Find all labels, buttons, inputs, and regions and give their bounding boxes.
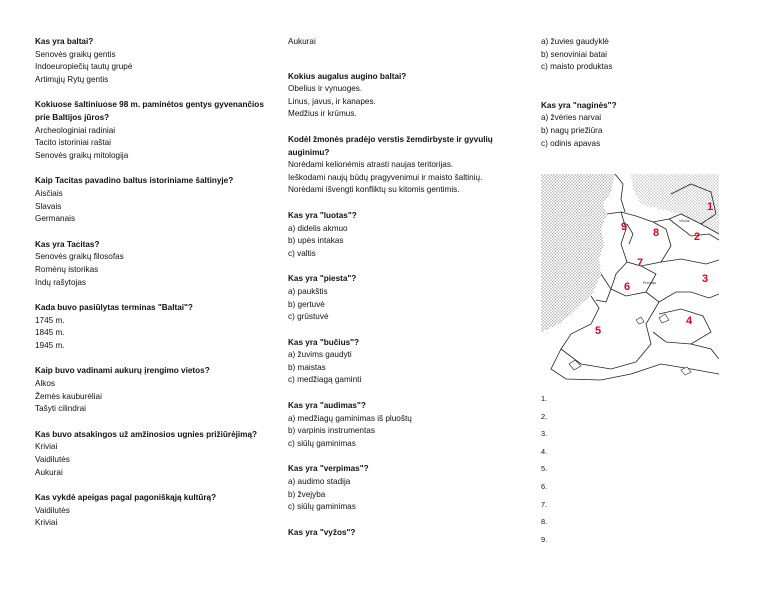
answer-option: a) medžiagų gaminimas iš pluoštų	[288, 413, 412, 423]
answer-option: b) žvejyba	[288, 489, 326, 499]
baltic-tribes-map	[541, 174, 719, 382]
question-text: Kas yra "naginės"?	[541, 100, 617, 110]
question-text: Kas yra "vyžos"?	[288, 527, 356, 537]
region-number-4: 4	[686, 315, 693, 327]
answer: Aukurai	[288, 37, 316, 46]
question-block	[541, 100, 741, 150]
question-text: Kaip Tacitas pavadino baltus istoriniame šaltinyje?	[35, 176, 234, 186]
answer-option: Obelius ir vynuoges.	[288, 84, 363, 94]
answer-option: Vaidilutės	[35, 455, 70, 465]
question-block	[35, 36, 275, 86]
answer-option: Norėdami išvengti konfliktų su kitomis gentimis.	[288, 185, 460, 195]
region-number-3: 3	[702, 273, 709, 285]
question-text: Kodėl žmonės pradėjo verstis žemdirbyste ir gyvulių auginimu?	[288, 134, 493, 157]
answer-option: Medžius ir krūmus.	[288, 109, 357, 119]
answer-option: Romėnų istorikas	[35, 264, 99, 274]
region-number-6: 6	[624, 281, 631, 293]
question-block	[35, 429, 275, 479]
blank-line-9[interactable]: 9.	[541, 534, 548, 544]
answer-option: a) žuvims gaudyti	[288, 350, 352, 360]
answer-option: a) žvėries narvai	[541, 113, 602, 123]
answer-option: Vaidilutės	[35, 505, 70, 515]
answer-option: Kriviai	[35, 442, 58, 452]
answer-option: c) odinis apavas	[541, 138, 601, 148]
question-block	[288, 527, 528, 540]
question-block	[35, 302, 275, 352]
region-number-8: 8	[653, 227, 660, 239]
question-block	[35, 99, 275, 162]
blank-line-3[interactable]: 3.	[541, 429, 548, 439]
question-text: Kas vykdė apeigas pagal pagoniškąją kultūrą?	[35, 493, 217, 503]
answer-option: c) valtis	[288, 248, 316, 258]
answer-option: Archeologiniai radiniai	[35, 125, 116, 135]
answer-option: Aukurai	[35, 467, 63, 477]
question-block	[288, 337, 528, 387]
question-text: Kas yra Tacitas?	[35, 239, 100, 249]
answer-option: Norėdami kelionėmis atrasti naujas teritorijas.	[288, 160, 454, 170]
region-number-1: 1	[707, 201, 714, 213]
question-text: Kas yra baltai?	[35, 37, 94, 46]
answer-option: c) siūlų gaminimas	[288, 438, 356, 448]
answer-option: 1945 m.	[35, 340, 65, 350]
answer-option: Germanais	[35, 214, 76, 224]
answer-option: c) medžiagą gaminti	[288, 375, 362, 385]
answer-option: Linus, javus, ir kanapes.	[288, 96, 376, 106]
answer-option: Slavais	[35, 201, 62, 211]
answer-option: Alkos	[35, 379, 56, 389]
question-block	[288, 210, 528, 260]
question-block	[288, 134, 528, 197]
answer-option: Indų rašytojas	[35, 277, 86, 287]
answer-blanks	[541, 394, 547, 552]
answer-option: Senovės graikų mitologija	[35, 150, 129, 160]
blank-line-4[interactable]: 4.	[541, 446, 548, 456]
answer-option: Artimųjų Rytų gentis	[35, 74, 109, 84]
question-text: Kokius augalus augino baltai?	[288, 71, 407, 81]
answer-option: a) audimo stadija	[288, 477, 351, 487]
answer-option: c) grūstuvė	[288, 312, 329, 322]
answer-option: Aisčiais	[35, 188, 63, 198]
blank-line-6[interactable]: 6.	[541, 481, 548, 491]
answer-option: Indoeuropiečių tautų grupė	[35, 62, 133, 72]
answer-option: b) upės intakas	[288, 236, 344, 246]
question-text: Kas buvo atsakingos už amžinosios ugnies prižiūrėjimą?	[35, 429, 258, 439]
answer-option: Kriviai	[35, 518, 58, 528]
question-text: Kas yra "piesta"?	[288, 274, 357, 284]
blank-line-1[interactable]: 1.	[541, 394, 548, 403]
question-text: Kas yra "bučius"?	[288, 337, 360, 347]
question-block	[35, 365, 275, 415]
answer-option: Senovės graikų gentis	[35, 49, 116, 59]
answer-option: Senovės graikų filosofas	[35, 252, 124, 262]
answer-option: b) nagų priežiūra	[541, 125, 603, 135]
answer-block	[541, 36, 741, 74]
question-text: Kas yra "audimas"?	[288, 401, 366, 411]
column-3	[541, 36, 741, 163]
blank-line-8[interactable]: 8.	[541, 517, 548, 527]
answer-option: c) siūlų gaminimas	[288, 502, 356, 512]
region-number-5: 5	[595, 325, 602, 337]
answer: c) maisto produktas	[541, 62, 613, 72]
region-number-7: 7	[637, 257, 644, 269]
answer-option: a) paukštis	[288, 286, 328, 296]
region-number-9: 9	[621, 221, 628, 233]
question-block	[288, 400, 528, 450]
question-block	[35, 239, 275, 289]
question-text: Kas yra "luotas"?	[288, 210, 357, 220]
region-number-2: 2	[694, 231, 701, 243]
question-text: Kas yra "verpimas"?	[288, 464, 369, 474]
answer-option: b) varpinis instrumentas	[288, 426, 375, 436]
map-small-label: Pregolja	[643, 281, 657, 285]
answer-option: b) maistas	[288, 362, 326, 372]
answer: b) senoviniai batai	[541, 49, 607, 59]
answer-option: Tašyti cilindrai	[35, 404, 86, 414]
answer-option: 1745 m.	[35, 315, 65, 325]
question-block	[288, 71, 528, 121]
column-2	[288, 36, 528, 552]
answer-option: b) gertuvė	[288, 299, 325, 309]
answer-option: Žemės kauburėliai	[35, 391, 102, 401]
blank-line-7[interactable]: 7.	[541, 499, 548, 509]
answer-option: Ieškodami naujų būdų pragyvenimui ir maisto šaltinių.	[288, 172, 483, 182]
answer-option: a) didelis akmuo	[288, 223, 348, 233]
question-block	[288, 273, 528, 323]
question-text: Kada buvo pasiūlytas terminas "Baltai"?	[35, 303, 193, 313]
answer: a) žuvies gaudyklė	[541, 37, 609, 46]
question-text: Kaip buvo vadinami aukurų įrengimo vietos?	[35, 366, 210, 376]
question-block	[35, 175, 275, 225]
question-block	[35, 492, 275, 530]
column-1	[35, 36, 275, 543]
answer-option: 1845 m.	[35, 328, 65, 338]
answer-option: Tacito istoriniai raštai	[35, 138, 111, 148]
question-text: Kokiuose šaltiniuose 98 m. paminėtos gentys gyvenančios prie Baltijos jūros?	[35, 100, 264, 122]
question-block	[288, 463, 528, 513]
blank-line-2[interactable]: 2.	[541, 411, 548, 421]
map-small-label: Vilnius	[679, 219, 690, 223]
blank-line-5[interactable]: 5.	[541, 464, 548, 474]
